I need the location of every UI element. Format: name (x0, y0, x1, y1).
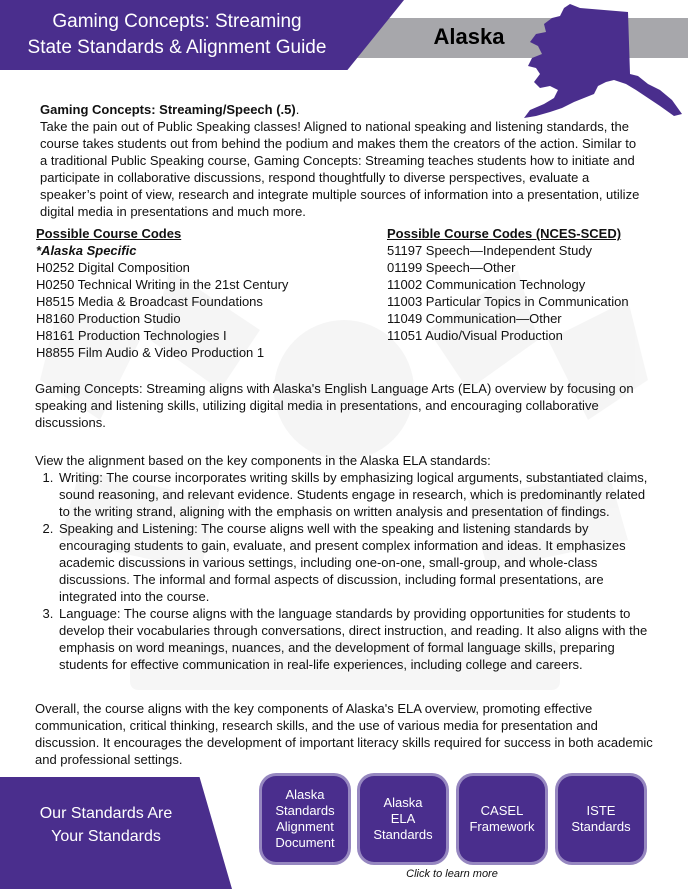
button-label-line: ISTE (586, 803, 616, 818)
nces-codes-heading: Possible Course Codes (NCES-SCED) (387, 226, 622, 241)
button-label-line: Alaska (285, 787, 325, 802)
nces-code-item: 11051 Audio/Visual Production (387, 328, 563, 343)
course-title: Gaming Concepts: Streaming/Speech (.5) (40, 102, 296, 117)
state-specific-note: *Alaska Specific (36, 243, 137, 258)
state-code-item: H0252 Digital Composition (36, 260, 190, 275)
guide-title-line2: State Standards & Alignment Guide (27, 37, 327, 58)
iste-standards-button[interactable] (558, 776, 644, 862)
course-title-period: . (295, 102, 300, 117)
nces-course-codes (387, 225, 677, 344)
button-label-line: Standards (373, 827, 433, 842)
state-code-item: H8160 Production Studio (36, 311, 181, 326)
state-code-item: H8161 Production Technologies I (36, 328, 227, 343)
footer-tagline-line2: Your Standards (51, 828, 161, 845)
button-label-line: Framework (469, 819, 535, 834)
button-label-line: Standards (571, 819, 631, 834)
button-label-line: Document (275, 835, 335, 850)
click-to-learn-more: Click to learn more (406, 868, 498, 880)
alaska-standards-alignment-document-button[interactable] (262, 776, 348, 862)
guide-title-line1: Gaming Concepts: Streaming (52, 11, 302, 32)
course-intro (40, 101, 640, 220)
ela-overview: Gaming Concepts: Streaming aligns with Alaska's English Language Arts (ELA) overview by focusing on speaking and listening skills, utilizing digital media in presentations, and encouraging collaborative discussions. (35, 381, 634, 430)
guide-title (12, 9, 342, 61)
nces-code-item: 01199 Speech—Other (387, 260, 516, 275)
state-course-codes (36, 225, 366, 361)
conclusion: Overall, the course aligns with the key components of Alaska's ELA overview, promoting effective communication, critical thinking, research skills, and the use of various media for presentation and discussion. It encourages the development of important literacy skills required for success in both academic and professional settings. (35, 701, 653, 767)
state-code-item: H0250 Technical Writing in the 21st Century (36, 277, 289, 292)
alignment-section (35, 452, 655, 673)
state-code-item: H8855 Film Audio & Video Production 1 (36, 345, 265, 360)
footer-tagline (8, 802, 204, 848)
nces-code-item: 11049 Communication—Other (387, 311, 562, 326)
alignment-item-speaking-listening: 2. Speaking and Listening: The course aligns well with the speaking and listening standards by encouraging students to gain, evaluate, and present complex information and ideas. It emphasizes academic discussions in various settings, including one-on-one, small-group, and whole-class discussions. The informal and formal aspects of discussion, including formal presentations, are integrated into the course. (57, 520, 655, 605)
state-name: Alaska (433, 24, 505, 49)
alignment-item-language: 3. Language: The course aligns with the language standards by providing opportunities for students to develop their vocabularies through conversations, direct instruction, and reading. It also aligns with the emphasis on word meanings, nuances, and the development of formal language skills, preparing students for effective communication in real-life experiences, including college and careers. (57, 605, 655, 673)
casel-framework-button[interactable] (459, 776, 545, 862)
alignment-list (35, 469, 655, 673)
nces-code-item: 51197 Speech—Independent Study (387, 243, 593, 258)
alignment-intro: View the alignment based on the key components in the Alaska ELA standards: (35, 453, 491, 468)
nces-code-item: 11003 Particular Topics in Communication (387, 294, 629, 309)
button-label-line: Standards (275, 803, 335, 818)
button-label-line: Alignment (276, 819, 334, 834)
state-code-item: H8515 Media & Broadcast Foundations (36, 294, 263, 309)
button-label-line: Alaska (383, 795, 423, 810)
state-codes-heading: Possible Course Codes (36, 226, 182, 241)
alignment-item-writing: 1. Writing: The course incorporates writing skills by emphasizing logical arguments, substantiated claims, sound reasoning, and relevant evidence. Students engage in research, which is predominantly related to the writing strand, aligning with the emphasis on written analysis and presentation of findings. (57, 469, 655, 520)
footer-tagline-line1: Our Standards Are (39, 805, 173, 822)
course-description: Take the pain out of Public Speaking classes! Aligned to national speaking and listening standards, the course takes students out from behind the podium and makes them the creators of the action. Similar to a traditional Public Speaking course, Gaming Concepts: Streaming teaches students how to initiate and participate in collaborative discussions, respond thoughtfully to diverse perspectives, evaluate a speaker’s point of view, research and integrate multiple sources of information into a presentation, utilize digital media in presentations and much more. (40, 119, 640, 219)
alaska-ela-standards-button[interactable] (360, 776, 446, 862)
button-label-line: CASEL (480, 803, 524, 818)
nces-code-item: 11002 Communication Technology (387, 277, 586, 292)
button-label-line: ELA (390, 811, 416, 826)
